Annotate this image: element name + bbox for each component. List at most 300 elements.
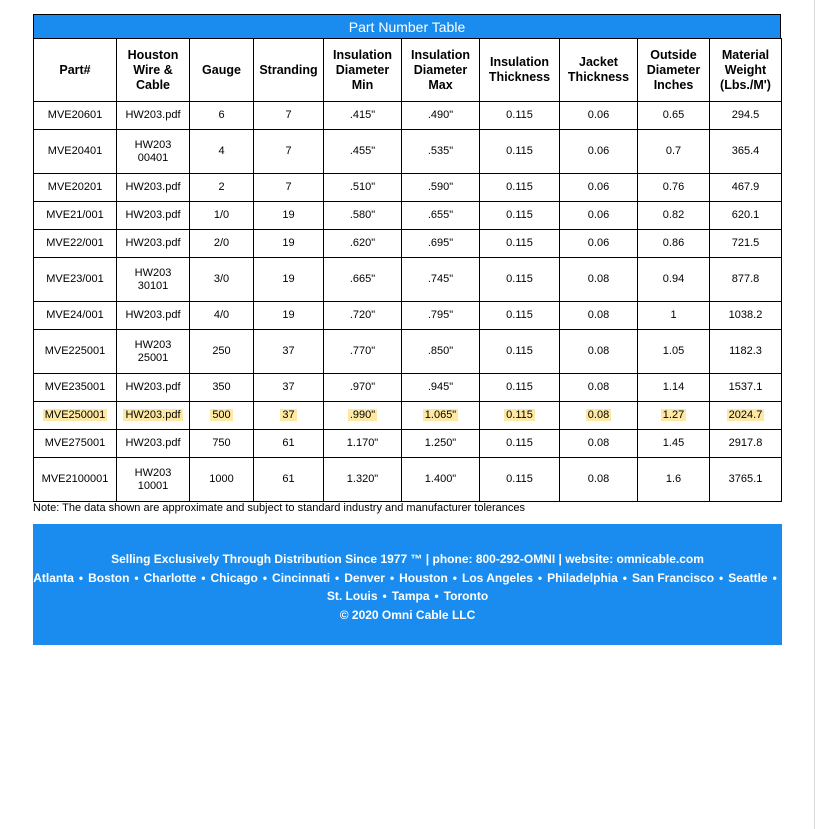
table-cell <box>324 430 402 458</box>
cell-text: 350 <box>212 381 231 393</box>
table-cell <box>117 430 190 458</box>
cell-text: 877.8 <box>731 273 760 285</box>
table-cell <box>480 230 560 258</box>
cell-text: .510" <box>349 181 376 193</box>
footer-city: Boston <box>88 570 130 585</box>
column-header <box>402 39 480 102</box>
footer-city: Seattle <box>728 570 768 585</box>
cell-text: .970" <box>349 381 376 393</box>
bullet-separator: • <box>201 570 206 585</box>
table-row <box>34 102 782 130</box>
table-cell <box>638 458 710 502</box>
cell-text: 0.08 <box>587 473 610 485</box>
table-cell <box>480 102 560 130</box>
cell-text: 0.115 <box>506 309 533 321</box>
cell-text: 0.115 <box>506 345 533 357</box>
cell-text: MVE2100001 <box>41 473 109 485</box>
cell-text: MVE23/001 <box>46 273 104 285</box>
table-cell <box>190 130 254 174</box>
table-cell <box>190 174 254 202</box>
cell-text: 1038.2 <box>728 309 763 321</box>
table-cell <box>117 258 190 302</box>
cell-text: .590" <box>427 181 454 193</box>
cell-text: HW203.pdf <box>125 181 181 193</box>
cell-text: .795" <box>427 309 454 321</box>
table-cell <box>638 102 710 130</box>
cell-text: 0.06 <box>587 145 610 157</box>
cell-text: .720" <box>349 309 376 321</box>
column-header-line: Part# <box>59 62 91 77</box>
table-cell <box>560 374 638 402</box>
table-cell <box>710 458 782 502</box>
table-cell <box>324 202 402 230</box>
footer-cities-row <box>33 587 782 606</box>
column-header-line: Gauge <box>202 62 241 77</box>
table-row <box>34 330 782 374</box>
cell-text: 0.06 <box>587 109 610 121</box>
cell-text: 61 <box>282 437 295 449</box>
cell-text: 750 <box>212 437 231 449</box>
cell-text: .945" <box>427 381 454 393</box>
column-header <box>324 39 402 102</box>
table-cell <box>402 130 480 174</box>
table-cell <box>480 374 560 402</box>
cell-text: 1000 <box>209 473 234 485</box>
table-header-row <box>34 39 782 102</box>
cell-text: 1182.3 <box>729 345 762 357</box>
cell-text: 1/0 <box>213 209 230 221</box>
column-header-line: Diameter <box>335 62 390 77</box>
table-cell <box>710 130 782 174</box>
tolerance-note: Note: The data shown are approximate and subject to standard industry and manufacturer tolerances <box>33 502 526 514</box>
table-cell <box>560 202 638 230</box>
cell-text: 467.9 <box>731 181 760 193</box>
cell-text: 1.6 <box>665 473 682 485</box>
cell-text: 365.4 <box>731 145 760 157</box>
table-cell <box>34 374 117 402</box>
column-header <box>190 39 254 102</box>
footer-city: San Francisco <box>632 570 715 585</box>
table-row <box>34 402 782 430</box>
cell-text: 2917.8 <box>728 437 763 449</box>
column-header-line: Inches <box>653 77 694 92</box>
table-body <box>34 102 782 502</box>
cell-text: HW203 <box>134 266 172 279</box>
cell-text: 0.06 <box>587 237 610 249</box>
table-cell <box>710 174 782 202</box>
cell-text: 3765.1 <box>728 473 763 485</box>
cell-text: 37 <box>282 409 295 421</box>
column-header-line: Max <box>428 77 453 92</box>
bullet-separator: • <box>537 570 543 585</box>
cell-text: 1.400" <box>424 473 457 485</box>
table-cell <box>190 302 254 330</box>
table-cell <box>190 402 254 430</box>
footer-city: Cincinnati <box>272 570 331 585</box>
table-cell <box>254 374 324 402</box>
table-cell <box>560 230 638 258</box>
cell-text: HW203.pdf <box>125 309 181 321</box>
cell-text: 0.94 <box>662 273 685 285</box>
cell-text: 0.08 <box>587 273 610 285</box>
cell-text: 250 <box>212 345 231 357</box>
table-cell <box>190 374 254 402</box>
column-header <box>710 39 782 102</box>
table-cell <box>638 130 710 174</box>
table-cell <box>254 102 324 130</box>
cell-text: 721.5 <box>731 237 760 249</box>
cell-text: 00401 <box>137 151 169 164</box>
table-cell <box>117 374 190 402</box>
table-cell <box>254 458 324 502</box>
table-cell <box>254 430 324 458</box>
table-cell <box>638 330 710 374</box>
cell-text: .990" <box>349 409 376 421</box>
table-cell <box>560 458 638 502</box>
cell-text: 1 <box>670 309 677 321</box>
table-row <box>34 258 782 302</box>
table-cell <box>480 330 560 374</box>
cell-text: HW203 <box>134 466 172 479</box>
table-cell <box>324 174 402 202</box>
cell-text: MVE235001 <box>44 381 106 393</box>
table-cell <box>254 330 324 374</box>
cell-text: 1.14 <box>662 381 685 393</box>
table-cell <box>480 302 560 330</box>
table-cell <box>480 458 560 502</box>
cell-text: 0.115 <box>506 109 533 121</box>
footer-city: Philadelphia <box>547 570 618 585</box>
table-cell <box>117 402 190 430</box>
footer-city: Toronto <box>443 589 489 603</box>
bullet-separator: • <box>434 589 439 603</box>
cell-text: MVE24/001 <box>46 309 104 321</box>
cell-text: 0.86 <box>662 237 685 249</box>
table-cell <box>710 402 782 430</box>
table-cell <box>402 102 480 130</box>
table-cell <box>324 258 402 302</box>
table-cell <box>560 302 638 330</box>
table-cell <box>34 402 117 430</box>
cell-text: 10001 <box>137 479 169 492</box>
table-title: Part Number Table <box>33 14 781 38</box>
table-cell <box>34 174 117 202</box>
column-header-line: Min <box>351 77 374 92</box>
footer-city: Denver <box>344 570 385 585</box>
table-cell <box>34 202 117 230</box>
table-cell <box>560 258 638 302</box>
cell-text: .665" <box>349 273 376 285</box>
cell-text: 2/0 <box>213 237 230 249</box>
cell-text: MVE20401 <box>47 145 103 157</box>
cell-text: 294.5 <box>731 109 760 121</box>
table-row <box>34 458 782 502</box>
table-cell <box>560 102 638 130</box>
column-header-line: Stranding <box>259 62 318 77</box>
cell-text: 0.115 <box>506 409 533 421</box>
cell-text: 19 <box>282 273 295 285</box>
cell-text: 7 <box>285 181 292 193</box>
cell-text: 37 <box>282 345 295 357</box>
column-header-line: Material <box>721 47 770 62</box>
table-cell <box>117 202 190 230</box>
cell-text: 2024.7 <box>728 409 763 421</box>
cell-text: 0.115 <box>506 273 533 285</box>
table-cell <box>34 458 117 502</box>
table-cell <box>638 174 710 202</box>
table-cell <box>480 202 560 230</box>
cell-text: HW203.pdf <box>125 237 181 249</box>
footer-city: Atlanta <box>33 570 74 585</box>
table-cell <box>254 230 324 258</box>
table-cell <box>638 258 710 302</box>
cell-text: 6 <box>218 109 225 121</box>
table-cell <box>710 430 782 458</box>
bullet-separator: • <box>134 570 139 585</box>
table-cell <box>254 202 324 230</box>
cell-text: 7 <box>285 109 292 121</box>
cell-text: 0.08 <box>587 345 610 357</box>
column-header <box>638 39 710 102</box>
table-row <box>34 374 782 402</box>
table-row <box>34 230 782 258</box>
table-cell <box>34 102 117 130</box>
cell-text: 19 <box>282 209 295 221</box>
cell-text: HW203 <box>134 338 172 351</box>
table-cell <box>324 402 402 430</box>
cell-text: .745" <box>427 273 454 285</box>
table-cell <box>254 130 324 174</box>
table-cell <box>34 130 117 174</box>
table-cell <box>560 130 638 174</box>
table-cell <box>710 102 782 130</box>
table-cell <box>560 430 638 458</box>
cell-text: .415" <box>349 109 376 121</box>
footer-city: Los Angeles <box>462 570 533 585</box>
cell-text: MVE20601 <box>47 109 103 121</box>
cell-text: MVE275001 <box>44 437 106 449</box>
cell-text: 0.08 <box>587 309 610 321</box>
column-header-line: Thickness <box>567 70 630 84</box>
cell-text: 0.115 <box>506 437 533 449</box>
cell-text: 19 <box>282 309 295 321</box>
cell-text: HW203.pdf <box>125 209 181 221</box>
table-cell <box>34 430 117 458</box>
table-cell <box>638 402 710 430</box>
table-row <box>34 174 782 202</box>
table-cell <box>190 258 254 302</box>
column-header-line: Wire & <box>133 62 173 77</box>
cell-text: .770" <box>349 345 376 357</box>
cell-text: HW203.pdf <box>125 381 181 393</box>
table-cell <box>117 174 190 202</box>
cell-text: HW203.pdf <box>125 437 181 449</box>
cell-text: 61 <box>282 473 295 485</box>
table-cell <box>190 430 254 458</box>
table-cell <box>254 302 324 330</box>
table-cell <box>324 374 402 402</box>
cell-text: MVE22/001 <box>46 237 104 249</box>
cell-text: 0.06 <box>587 181 610 193</box>
cell-text: 0.06 <box>587 209 610 221</box>
table-cell <box>402 230 480 258</box>
table-cell <box>638 430 710 458</box>
column-header-line: Outside <box>650 47 697 62</box>
bullet-separator: • <box>772 570 777 585</box>
cell-text: .695" <box>427 237 454 249</box>
cell-text: 7 <box>285 145 292 157</box>
column-header-line: Cable <box>135 77 171 92</box>
table-cell <box>324 302 402 330</box>
table-cell <box>638 202 710 230</box>
cell-text: 4 <box>218 145 225 157</box>
table-cell <box>710 374 782 402</box>
table-cell <box>638 374 710 402</box>
part-number-table <box>33 14 781 502</box>
cell-text: 1.250" <box>424 437 457 449</box>
footer-cities-row <box>33 569 782 588</box>
column-header-line: Diameter <box>413 62 468 77</box>
table-cell <box>402 202 480 230</box>
footer-banner <box>33 524 782 645</box>
table-cell <box>190 230 254 258</box>
table-cell <box>560 330 638 374</box>
table-cell <box>638 230 710 258</box>
table-cell <box>324 102 402 130</box>
table-cell <box>117 302 190 330</box>
cell-text: 1.320" <box>346 473 379 485</box>
cell-text: 0.115 <box>506 381 533 393</box>
table-cell <box>402 374 480 402</box>
cell-text: MVE225001 <box>44 345 106 357</box>
cell-text: .490" <box>427 109 454 121</box>
column-header-line: Houston <box>127 47 179 62</box>
cell-text: 0.08 <box>587 437 610 449</box>
cell-text: 2 <box>218 181 225 193</box>
cell-text: 0.115 <box>506 209 533 221</box>
table-cell <box>324 330 402 374</box>
table-cell <box>117 330 190 374</box>
cell-text: MVE20201 <box>47 181 103 193</box>
table-cell <box>560 402 638 430</box>
bullet-separator: • <box>452 570 457 585</box>
table-cell <box>402 330 480 374</box>
cell-text: 1537.1 <box>728 381 763 393</box>
cell-text: MVE21/001 <box>46 209 104 221</box>
footer-city: Charlotte <box>143 570 197 585</box>
cell-text: 0.76 <box>662 181 685 193</box>
cell-text: 500 <box>212 409 231 421</box>
column-header <box>480 39 560 102</box>
footer-city: Chicago <box>210 570 258 585</box>
table-cell <box>480 258 560 302</box>
cell-text: 3/0 <box>213 273 230 285</box>
column-header-line: Jacket <box>579 55 618 69</box>
cell-text: 1.05 <box>662 345 685 357</box>
table-cell <box>402 302 480 330</box>
cell-text: .655" <box>427 209 454 221</box>
table-cell <box>480 430 560 458</box>
cell-text: HW203.pdf <box>125 109 181 121</box>
table-cell <box>190 102 254 130</box>
table-cell <box>638 302 710 330</box>
column-header <box>117 39 190 102</box>
cell-text: 0.82 <box>662 209 685 221</box>
table-cell <box>402 258 480 302</box>
cell-text: 0.08 <box>587 409 610 421</box>
cell-text: .850" <box>427 345 454 357</box>
table-cell <box>34 330 117 374</box>
cell-text: 620.1 <box>731 209 760 221</box>
table-cell <box>254 402 324 430</box>
table-cell <box>710 230 782 258</box>
bullet-separator: • <box>78 570 84 585</box>
cell-text: 0.65 <box>662 109 685 121</box>
table-cell <box>324 458 402 502</box>
column-header-line: Thickness <box>488 70 551 84</box>
table-cell <box>34 258 117 302</box>
cell-text: 30101 <box>137 279 169 292</box>
cell-text: 1.065" <box>424 409 457 421</box>
cell-text: 19 <box>282 237 295 249</box>
cell-text: 0.115 <box>506 181 533 193</box>
table-cell <box>710 302 782 330</box>
cell-text: 1.170" <box>346 437 379 449</box>
bullet-separator: • <box>719 570 724 585</box>
table-row <box>34 130 782 174</box>
page-edge-rule <box>814 0 815 829</box>
table-row <box>34 430 782 458</box>
cell-text: HW203.pdf <box>125 409 181 421</box>
table-cell <box>560 174 638 202</box>
column-header-line: Diameter <box>646 62 701 77</box>
column-header <box>560 39 638 102</box>
table-cell <box>402 402 480 430</box>
table-cell <box>402 430 480 458</box>
cell-text: 0.115 <box>506 237 533 249</box>
column-header <box>34 39 117 102</box>
bullet-separator: • <box>335 570 340 585</box>
cell-text: MVE250001 <box>44 409 106 421</box>
column-header-line: (Lbs./M') <box>720 77 771 92</box>
table-cell <box>117 458 190 502</box>
cell-text: 0.115 <box>506 145 533 157</box>
bullet-separator: • <box>262 570 268 585</box>
cell-text: 37 <box>282 381 295 393</box>
table-cell <box>710 202 782 230</box>
cell-text: .535" <box>427 145 454 157</box>
table-row <box>34 302 782 330</box>
cell-text: 4/0 <box>213 309 230 321</box>
table-row <box>34 202 782 230</box>
table-cell <box>324 230 402 258</box>
footer-city: Tampa <box>391 589 430 603</box>
table-cell <box>190 458 254 502</box>
cell-text: .580" <box>349 209 376 221</box>
cell-text: .455" <box>349 145 376 157</box>
footer-city: Houston <box>399 570 448 585</box>
cell-text: 0.08 <box>587 381 610 393</box>
table-cell <box>324 130 402 174</box>
bullet-separator: • <box>622 570 627 585</box>
cell-text: 0.7 <box>665 145 682 157</box>
table-cell <box>190 330 254 374</box>
cell-text: HW203 <box>134 138 172 151</box>
cell-text: .620" <box>349 237 376 249</box>
table-cell <box>190 202 254 230</box>
column-header-line: Insulation <box>410 47 471 62</box>
table-cell <box>34 230 117 258</box>
